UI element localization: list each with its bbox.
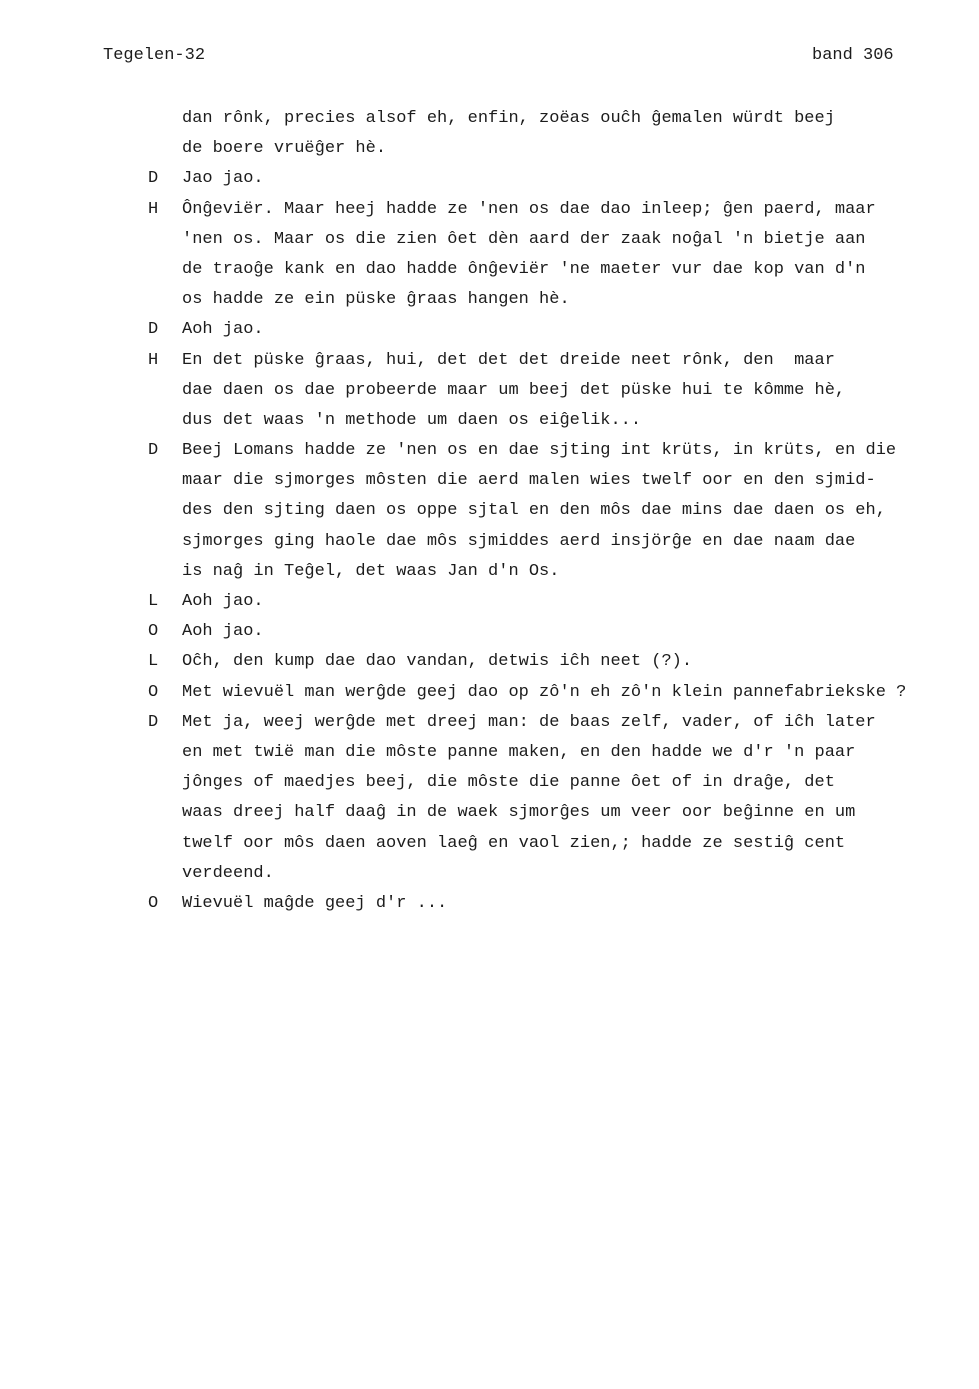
- utterance-line: en met twië man die môste panne maken, en den hadde we d'r 'n paar: [182, 742, 856, 762]
- transcript-turn: [0, 315, 979, 345]
- utterance-line: dan rônk, precies alsof eh, enfin, zoëas ouĉh ĝemalen würdt beej: [182, 109, 835, 128]
- utterance: [182, 346, 979, 437]
- utterance: [182, 195, 979, 316]
- utterance: [182, 889, 979, 919]
- utterance: [182, 647, 979, 677]
- transcript-turn: [0, 708, 979, 889]
- utterance-line: Met wievuël man werĝde geej dao op zô'n eh zô'n klein pannefabriekske ?: [182, 682, 907, 702]
- utterance: [182, 617, 979, 647]
- speaker-label: D: [148, 441, 159, 461]
- transcript-turn: [0, 889, 979, 919]
- utterance-line: sjmorges ging haole dae môs sjmiddes aerd insjörĝe en dae naam dae: [182, 531, 856, 551]
- utterance-line: maar die sjmorges môsten die aerd malen wies twelf oor en den sjmid-: [182, 471, 876, 491]
- speaker-label: H: [148, 350, 159, 370]
- speaker-label: O: [148, 893, 159, 913]
- transcript-turn: [0, 104, 979, 164]
- utterance-line: Aoh jao.: [182, 622, 264, 642]
- utterance: [182, 315, 979, 345]
- utterance-line: des den sjting daen os oppe sjtal en den môs dae mins dae daen os eh,: [182, 501, 886, 521]
- transcript-turn: [0, 436, 979, 587]
- transcript-turn: [0, 678, 979, 708]
- speaker-label: D: [148, 320, 159, 340]
- utterance-line: Ônĝeviër. Maar heej hadde ze 'nen os dae dao inleep; ĝen paerd, maar: [182, 199, 876, 219]
- utterance-line: dae daen os dae probeerde maar um beej det püske hui te kômme hè,: [182, 380, 846, 400]
- utterance-line: jônges of maedjes beej, die môste die panne ôet of in draĝe, det: [182, 773, 835, 793]
- utterance-line: Aoh jao.: [182, 320, 264, 340]
- speaker-label: O: [148, 622, 159, 642]
- utterance-line: de traoĝe kank en dao hadde ônĝeviër 'ne maeter vur dae kop van d'n: [182, 259, 866, 279]
- utterance-line: Jao jao.: [182, 169, 264, 189]
- page-header-band: band 306: [812, 46, 894, 65]
- transcript-turn: [0, 647, 979, 677]
- utterance-line: os hadde ze ein püske ĝraas hangen hè.: [182, 290, 570, 310]
- transcript-turn: [0, 587, 979, 617]
- utterance-line: Met ja, weej werĝde met dreej man: de baas zelf, vader, of iĉh later: [182, 712, 876, 732]
- utterance-line: waas dreej half daaĝ in de waek sjmorĝes um veer oor beĝinne en um: [182, 803, 856, 823]
- utterance-line: twelf oor môs daen aoven laeĝ en vaol zien,; hadde ze sestiĝ cent: [182, 833, 846, 853]
- utterance: [182, 678, 979, 708]
- transcript-turn: [0, 617, 979, 647]
- speaker-label: D: [148, 169, 159, 189]
- utterance-line: 'nen os. Maar os die zien ôet dèn aard der zaak noĝal 'n bietje aan: [182, 229, 866, 249]
- utterance: [182, 104, 979, 164]
- transcript-turn: [0, 164, 979, 194]
- utterance: [182, 587, 979, 617]
- utterance-line: Oĉh, den kump dae dao vandan, detwis iĉh neet (?).: [182, 652, 693, 672]
- utterance-line: verdeend.: [182, 863, 274, 883]
- utterance-line: Aoh jao.: [182, 592, 264, 611]
- utterance-line: de boere vruëĝer hè.: [182, 139, 387, 159]
- utterance-line: is naĝ in Teĝel, det waas Jan d'n Os.: [182, 561, 560, 581]
- speaker-label: L: [148, 592, 159, 611]
- transcript-turn: [0, 346, 979, 437]
- utterance: [182, 164, 979, 194]
- utterance-line: Beej Lomans hadde ze 'nen os en dae sjting int krüts, in krüts, en die: [182, 441, 897, 461]
- speaker-label: L: [148, 652, 159, 672]
- utterance: [182, 436, 979, 587]
- page-header-title: Tegelen-32: [103, 46, 206, 65]
- transcript-turn: [0, 195, 979, 316]
- speaker-label: D: [148, 712, 159, 732]
- speaker-label: H: [148, 199, 159, 219]
- utterance-line: En det püske ĝraas, hui, det det det dreide neet rônk, den maar: [182, 350, 835, 370]
- utterance-line: dus det waas 'n methode um daen os eiĝelik...: [182, 410, 642, 430]
- transcript: [0, 104, 979, 919]
- utterance: [182, 708, 979, 889]
- speaker-label: O: [148, 682, 159, 702]
- utterance-line: Wievuël maĝde geej d'r ...: [182, 893, 448, 913]
